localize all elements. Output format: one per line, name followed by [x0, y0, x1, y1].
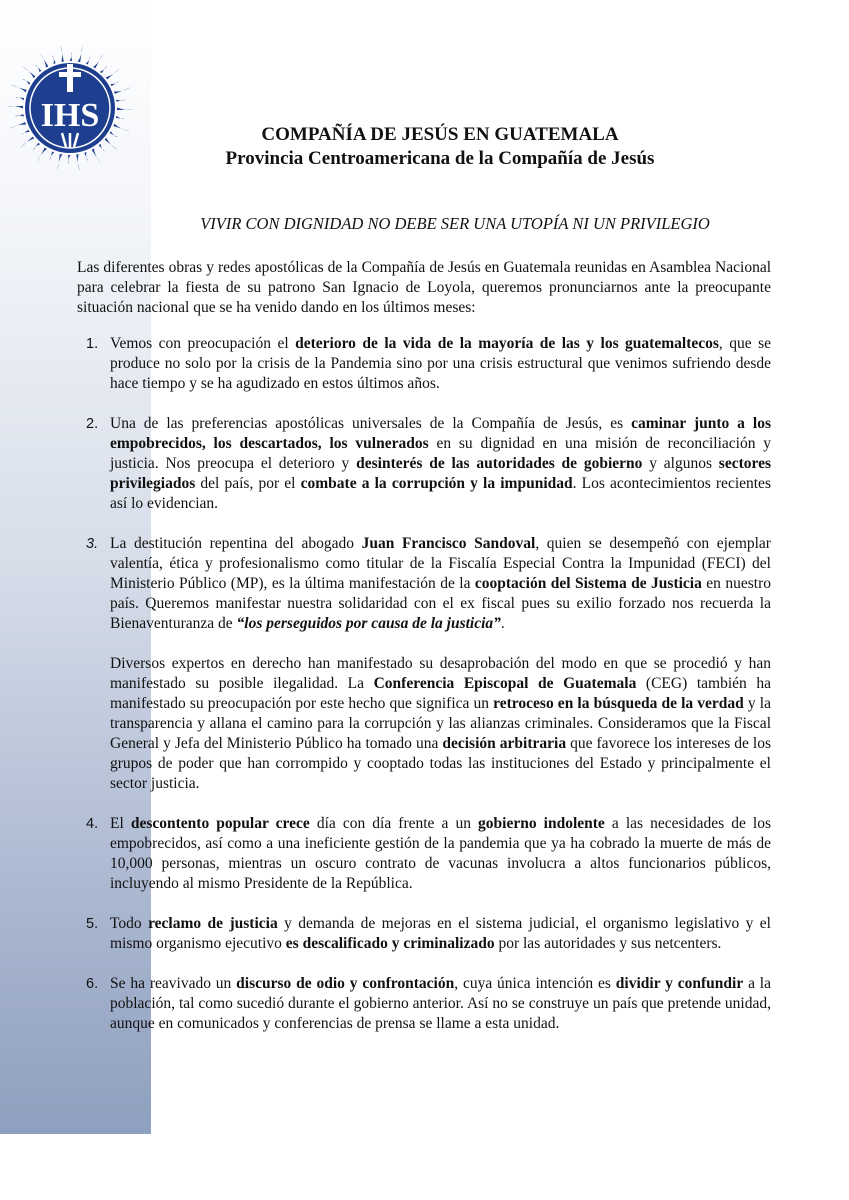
document-heading: VIVIR CON DIGNIDAD NO DEBE SER UNA UTOPÍA NI UN PRIVILEGIO [200, 214, 710, 233]
emphasis-text: “los perseguidos por causa de la justicia” [236, 615, 501, 632]
statement-number: 3. [86, 536, 99, 552]
statement-number: 6. [86, 976, 99, 992]
emphasis-text: Conferencia Episcopal de Guatemala [373, 675, 637, 692]
emphasis-text: discurso de odio y confrontación [236, 975, 455, 992]
logo-ihs-text: IHS [40, 97, 100, 134]
statement-item [77, 414, 771, 514]
organization-subtitle: Provincia Centroamericana de la Compañía de Jesús [225, 148, 655, 169]
statement-item [77, 974, 771, 1034]
organization-title: COMPAÑÍA DE JESÚS EN GUATEMALA [261, 124, 619, 145]
statement-number: 4. [86, 816, 99, 832]
emphasis-text: reclamo de justicia [148, 915, 278, 932]
statement-number: 5. [86, 916, 99, 932]
statement-item [77, 914, 771, 954]
statement-text: El descontento popular crece día con día frente a un gobierno indolente a las necesidades de los empobrecidos, así como a una ineficiente gestión de la pandemia que ya ha cobrado la muerte de más de 10,000 personas, mientras un oscuro contrato de vacunas involucra a altos funcionarios públicos, incluyendo al mismo Presidente de la República. [110, 815, 772, 892]
statement-continuation [77, 654, 771, 794]
statement-text: La destitución repentina del abogado Juan Francisco Sandoval, quien se desempeñó con ejemplar valentía, ética y profesionalismo como titular de la Fiscalía Especial Contra la Impunidad (FECI) del Ministerio Público (MP), es la última manifestación de la cooptación del Sistema de Justicia en nuestro país. Queremos manifestar nuestra solidaridad con el ex fiscal pues su exilio forzado nos recuerda la Bienaventuranza de “los perseguidos por causa de la justicia”. [110, 535, 771, 632]
statement-number: 1. [86, 336, 99, 352]
ihs-jesuit-emblem [4, 8, 136, 183]
statement-text: Se ha reavivado un discurso de odio y confrontación, cuya única intención es dividir y confundir a la población, tal como sucedió durante el gobierno anterior. Así no se construye un país que pretende unidad, aunque en comunicados y conferencias de prensa se llame a esta unidad. [110, 975, 771, 1032]
emphasis-text: dividir y confundir [615, 975, 744, 992]
emphasis-text: Juan Francisco Sandoval [361, 535, 536, 552]
emphasis-text: gobierno indolente [478, 815, 605, 832]
statement-item [77, 334, 771, 394]
emphasis-text: es descalificado y criminalizado [285, 935, 495, 952]
statement-item [77, 814, 771, 894]
emphasis-text: descontento popular crece [130, 815, 310, 832]
emphasis-text: sectores privilegiados [110, 455, 772, 492]
emphasis-text: desinterés de las autoridades de gobierno [356, 455, 643, 472]
emphasis-text: cooptación del Sistema de Justicia [474, 575, 702, 592]
emphasis-text: caminar junto a los empobrecidos, los descartados, los vulnerados [110, 415, 771, 452]
statement-item [77, 534, 771, 634]
statement-text: Todo reclamo de justicia y demanda de mejoras en el sistema judicial, el organismo legislativo y el mismo organismo ejecutivo es descalificado y criminalizado por las autoridades y sus netcenters. [110, 915, 771, 952]
statement-text: Una de las preferencias apostólicas universales de la Compañía de Jesús, es caminar junto a los empobrecidos, los descartados, los vulnerados en su dignidad en una misión de reconciliación y justicia. Nos preocupa el deterioro y desinterés de las autoridades de gobierno y algunos sectores privilegiados del país, por el combate a la corrupción y la impunidad. Los acontecimientos recientes así lo evidencian. [110, 415, 772, 512]
intro-paragraph: Las diferentes obras y redes apostólicas de la Compañía de Jesús en Guatemala reunidas en Asamblea Nacional para celebrar la fiesta de su patrono San Ignacio de Loyola, queremos pronunciarnos ante la preocupante situación nacional que se ha venido dando en los últimos meses: [77, 259, 771, 316]
emphasis-text: decisión arbitraria [442, 735, 567, 752]
statement-text: Vemos con preocupación el deterioro de la vida de la mayoría de las y los guatemaltecos, que se produce no solo por la crisis de la Pandemia sino por una crisis estructural que venimos sufriendo desde hace tiempo y se ha agudizado en estos últimos años. [110, 335, 771, 392]
emphasis-text: deterioro de la vida de la mayoría de las y los guatemaltecos [295, 335, 719, 352]
statement-list [77, 334, 771, 1054]
statement-number: 2. [86, 416, 99, 432]
emphasis-text: retroceso en la búsqueda de la verdad [493, 695, 744, 712]
emphasis-text: combate a la corrupción y la impunidad [300, 475, 573, 492]
statement-text: Diversos expertos en derecho han manifestado su desaprobación del modo en que se procedió y han manifestado su posible ilegalidad. La Conferencia Episcopal de Guatemala (CEG) también ha manifestado su preocupación por este hecho que significa un retroceso en la búsqueda de la verdad y la transparencia y allana el camino para la corrupción y las alianzas criminales. Consideramos que la Fiscal General y Jefa del Ministerio Público ha tomado una decisión arbitraria que favorece los intereses de los grupos de poder que han corrompido y cooptado todas las instituciones del Estado y principalmente el sector justicia. [110, 655, 772, 792]
